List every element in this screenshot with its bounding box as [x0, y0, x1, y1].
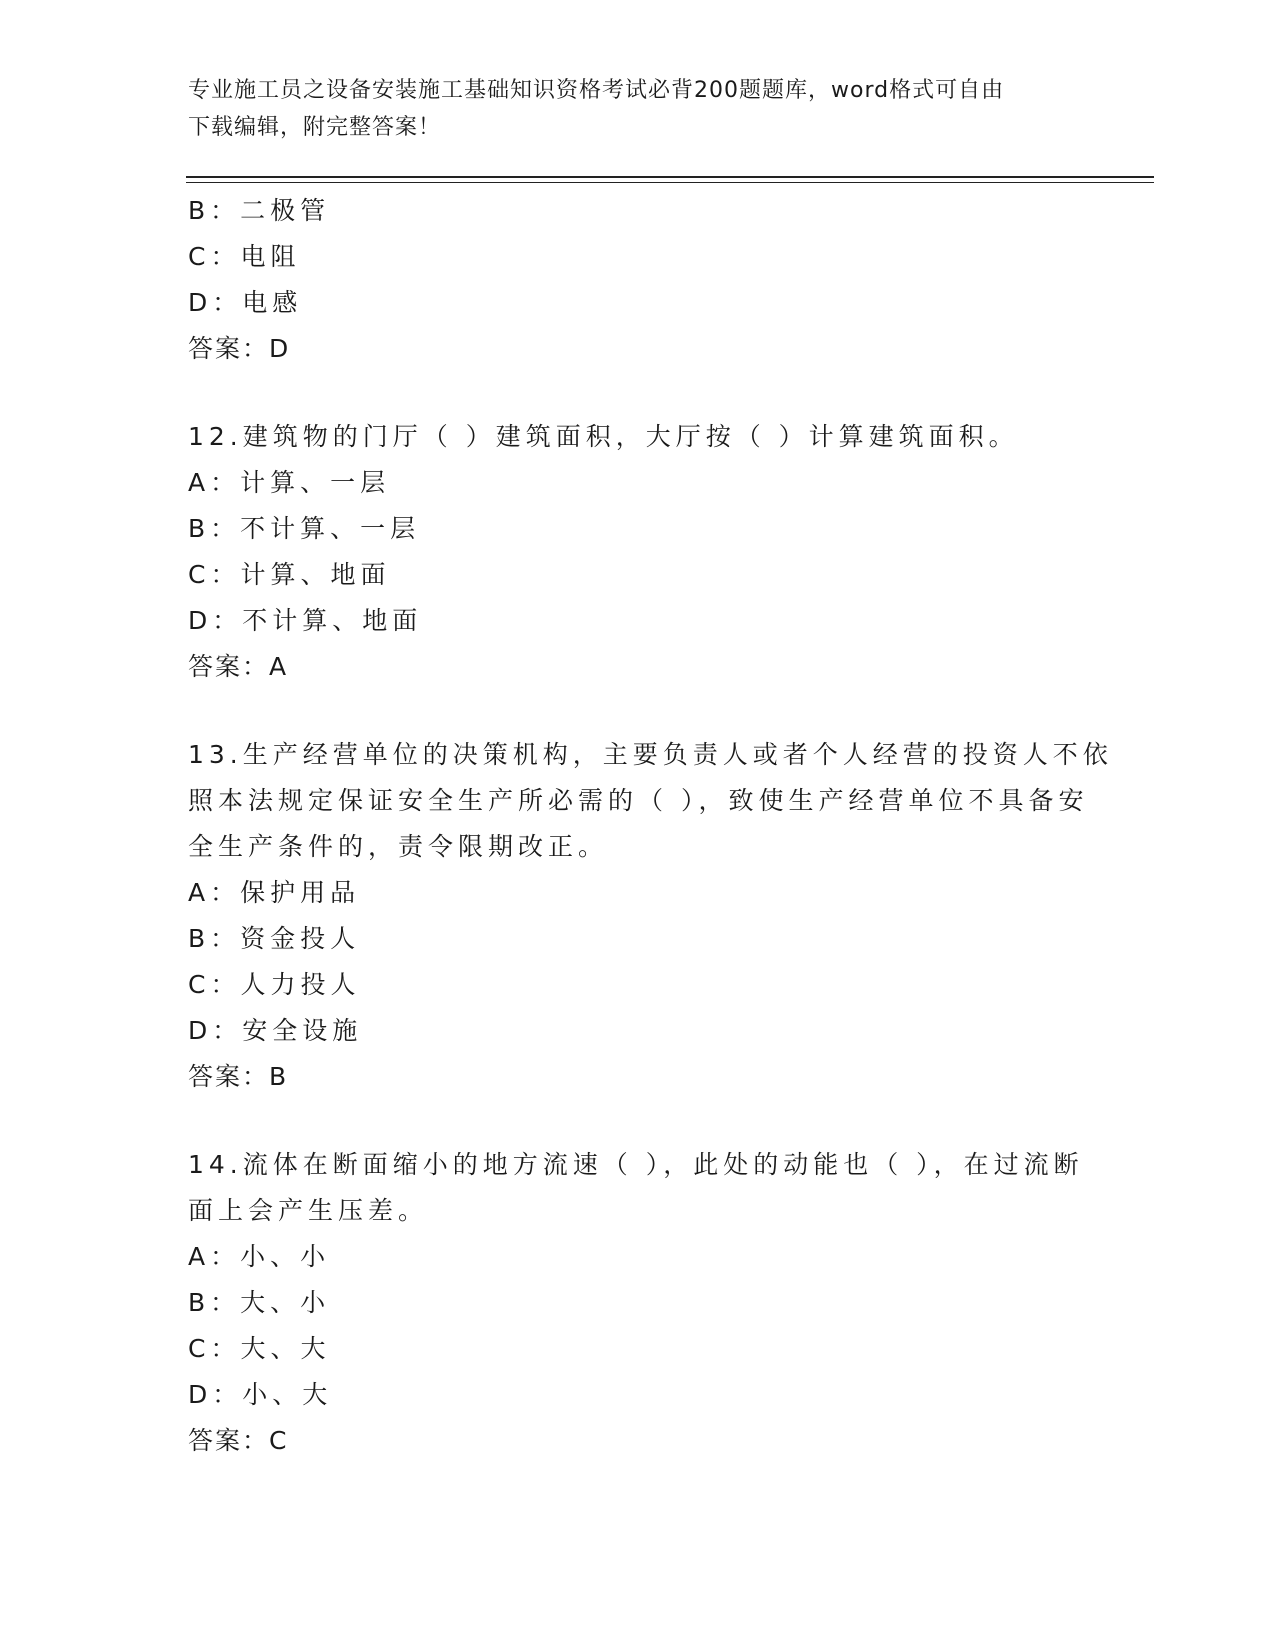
option-c: C：人力投人 — [188, 970, 361, 999]
option-b: B：二极管 — [188, 196, 331, 225]
question-list — [188, 188, 1113, 1464]
question-block-11 — [188, 188, 1088, 372]
option-b: B：资金投人 — [188, 924, 361, 953]
document-header — [188, 72, 1088, 146]
header-rule-thin — [186, 182, 1154, 183]
spacer — [188, 690, 1088, 732]
question-block-13 — [188, 732, 1113, 1100]
answer-line: 答案：B — [188, 1062, 289, 1091]
header-rule-thick — [186, 176, 1154, 178]
option-d: D：电感 — [188, 288, 303, 317]
option-b: B：不计算、一层 — [188, 514, 421, 543]
option-a: A：计算、一层 — [188, 468, 391, 497]
option-d: D：小、大 — [188, 1380, 333, 1409]
option-d: D：不计算、地面 — [188, 606, 423, 635]
answer-line: 答案：D — [188, 334, 291, 363]
header-line-2: 下载编辑，附完整答案！ — [188, 115, 442, 140]
question-stem-line: 全生产条件的，责令限期改正。 — [188, 832, 609, 861]
header-line-1: 专业施工员之设备安装施工基础知识资格考试必背200题题库，word格式可自由 — [188, 78, 1005, 103]
option-c: C：大、大 — [188, 1334, 331, 1363]
option-b: B：大、小 — [188, 1288, 331, 1317]
question-stem-line: 14.流体在断面缩小的地方流速（ ），此处的动能也（ ），在过流断 — [188, 1150, 1084, 1179]
option-c: C：计算、地面 — [188, 560, 391, 589]
question-stem-line: 12.建筑物的门厅（ ）建筑面积，大厅按（ ）计算建筑面积。 — [188, 422, 1019, 451]
option-a: A：小、小 — [188, 1242, 331, 1271]
answer-line: 答案：C — [188, 1426, 289, 1455]
answer-line: 答案：A — [188, 652, 289, 681]
spacer — [188, 1100, 1088, 1142]
spacer — [188, 372, 1088, 414]
question-block-12 — [188, 414, 1088, 690]
question-block-14 — [188, 1142, 1088, 1464]
question-stem-line: 13.生产经营单位的决策机构，主要负责人或者个人经营的投资人不依 — [188, 740, 1113, 769]
question-stem-line: 照本法规定保证安全生产所必需的（ ），致使生产经营单位不具备安 — [188, 786, 1089, 815]
option-a: A：保护用品 — [188, 878, 361, 907]
option-d: D：安全设施 — [188, 1016, 363, 1045]
question-stem-line: 面上会产生压差。 — [188, 1196, 429, 1225]
option-c: C：电阻 — [188, 242, 301, 271]
